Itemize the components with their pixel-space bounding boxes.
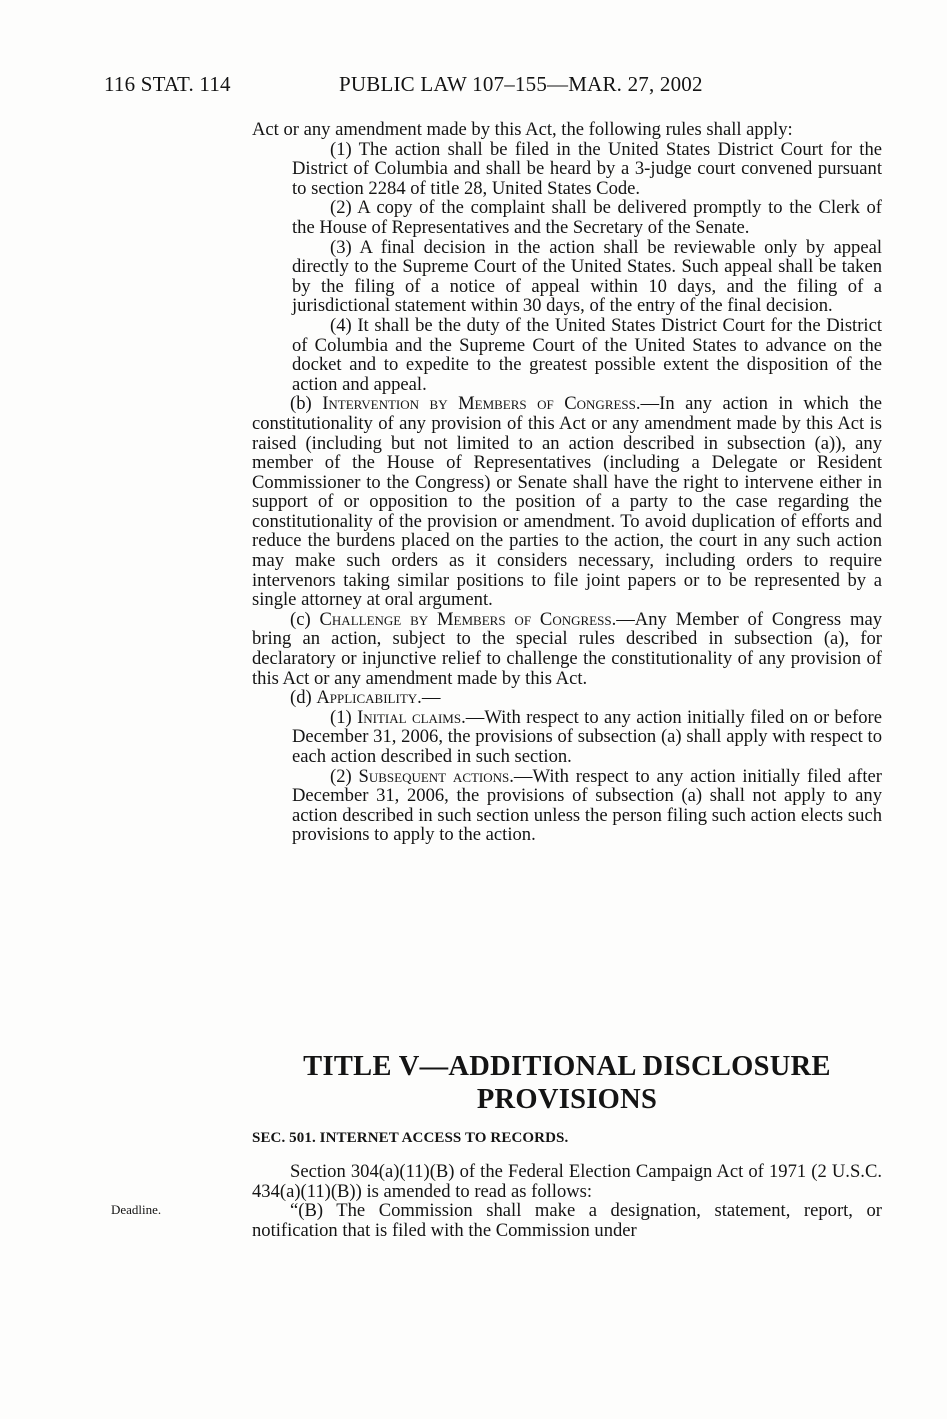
subsection-b-text: .—In any action in which the constitutionality of any provision of this Act or any amendment made by this Act is raised (including but not limited to an action described in subsection (a)), any member of the House of Representatives (including a Delegate or Resident Commissioner to the Congress) or Senate shall have the right to intervene either in support of or opposition to the position of a party to the case regarding the constitutionality of the provision or amendment. To avoid duplication of efforts and reduce the burdens placed on the parties to the action, the court in any such action may make such orders as it considers necessary, including orders to require intervenors taking similar positions to file joint papers or to be represented by a single attorney at oral argument. <box>252 393 882 611</box>
paragraph-d2-heading: Subsequent actions <box>358 765 510 787</box>
section-paragraph-1: Section 304(a)(11)(B) of the Federal Election Campaign Act of 1971 (2 U.S.C. 434(a)(11)(B)) is amended to read as follows: <box>252 1161 882 1202</box>
subsection-b-paragraph <box>252 394 882 610</box>
subsection-d-label: (d) <box>290 687 312 709</box>
section-heading: SEC. 501. INTERNET ACCESS TO RECORDS. <box>252 1130 569 1146</box>
paragraph-d1-heading: Initial claims <box>357 706 462 728</box>
subsection-d-suffix: .— <box>417 687 441 709</box>
title-heading <box>252 1050 882 1116</box>
paragraph-d2-text: .—With respect to any action initially filed after December 31, 2006, the provisions of subsection (a) shall not apply to any action described in such section unless the person filing such action elects such provisions to apply to the action. <box>292 765 882 846</box>
subsection-c-heading: Challenge by Members of Congress <box>319 608 612 630</box>
rule-2-paragraph: (2) A copy of the complaint shall be delivered promptly to the Clerk of the House of Representatives and the Secretary of the Senate. <box>292 197 882 238</box>
rule-3-paragraph: (3) A final decision in the action shall be reviewable only by appeal directly to the Supreme Court of the United States. Such appeal shall be taken by the filing of a notice of appeal within 10 days, and the filing of a jurisdictional statement within 30 days, of the entry of the final decision. <box>292 236 882 317</box>
paragraph-d1-label: (1) <box>330 706 352 728</box>
subsection-c-text: .—Any Member of Congress may bring an action, subject to the special rules described in subsection (a), for declaratory or injunctive relief to challenge the constitutionality of any provision of this Act or any amendment made by this Act. <box>252 608 882 689</box>
subsection-b-heading: Intervention by Members of Congress <box>322 393 636 415</box>
paragraph-d2 <box>252 767 882 845</box>
paragraph-d1-text: .—With respect to any action initially filed on or before December 31, 2006, the provisions of subsection (a) shall apply with respect to each action described in such section. <box>292 706 882 767</box>
margin-note: Deadline. <box>111 1202 162 1217</box>
subsection-c-label: (c) <box>290 608 311 630</box>
paragraph-d2-label: (2) <box>330 765 352 787</box>
subsection-d-heading: Applicability <box>316 687 418 709</box>
section-paragraph-2: “(B) The Commission shall make a designation, statement, report, or notification that is filed with the Commission under <box>252 1200 882 1241</box>
title-line-1: TITLE V—ADDITIONAL DISCLOSURE <box>303 1051 831 1082</box>
section-text <box>252 1162 882 1240</box>
title-line-2: PROVISIONS <box>476 1084 658 1115</box>
running-header: PUBLIC LAW 107–155—MAR. 27, 2002 <box>339 72 703 96</box>
intro-paragraph: Act or any amendment made by this Act, the following rules shall apply: <box>252 119 793 140</box>
page-reference: 116 STAT. 114 <box>104 72 231 96</box>
rule-4-paragraph: (4) It shall be the duty of the United States District Court for the District of Columbia and the Supreme Court of the United States to advance on the docket and to expedite to the greatest possible extent the disposition of the action and appeal. <box>292 314 882 395</box>
subsection-d-paragraph <box>252 688 882 708</box>
rule-1-paragraph: (1) The action shall be filed in the United States District Court for the District of Columbia and shall be heard by a 3-judge court convened pursuant to section 2284 of title 28, United States Code. <box>292 138 882 199</box>
main-text <box>252 120 882 845</box>
subsection-c-paragraph <box>252 610 882 688</box>
paragraph-d1 <box>252 708 882 767</box>
subsection-b-label: (b) <box>290 393 312 415</box>
